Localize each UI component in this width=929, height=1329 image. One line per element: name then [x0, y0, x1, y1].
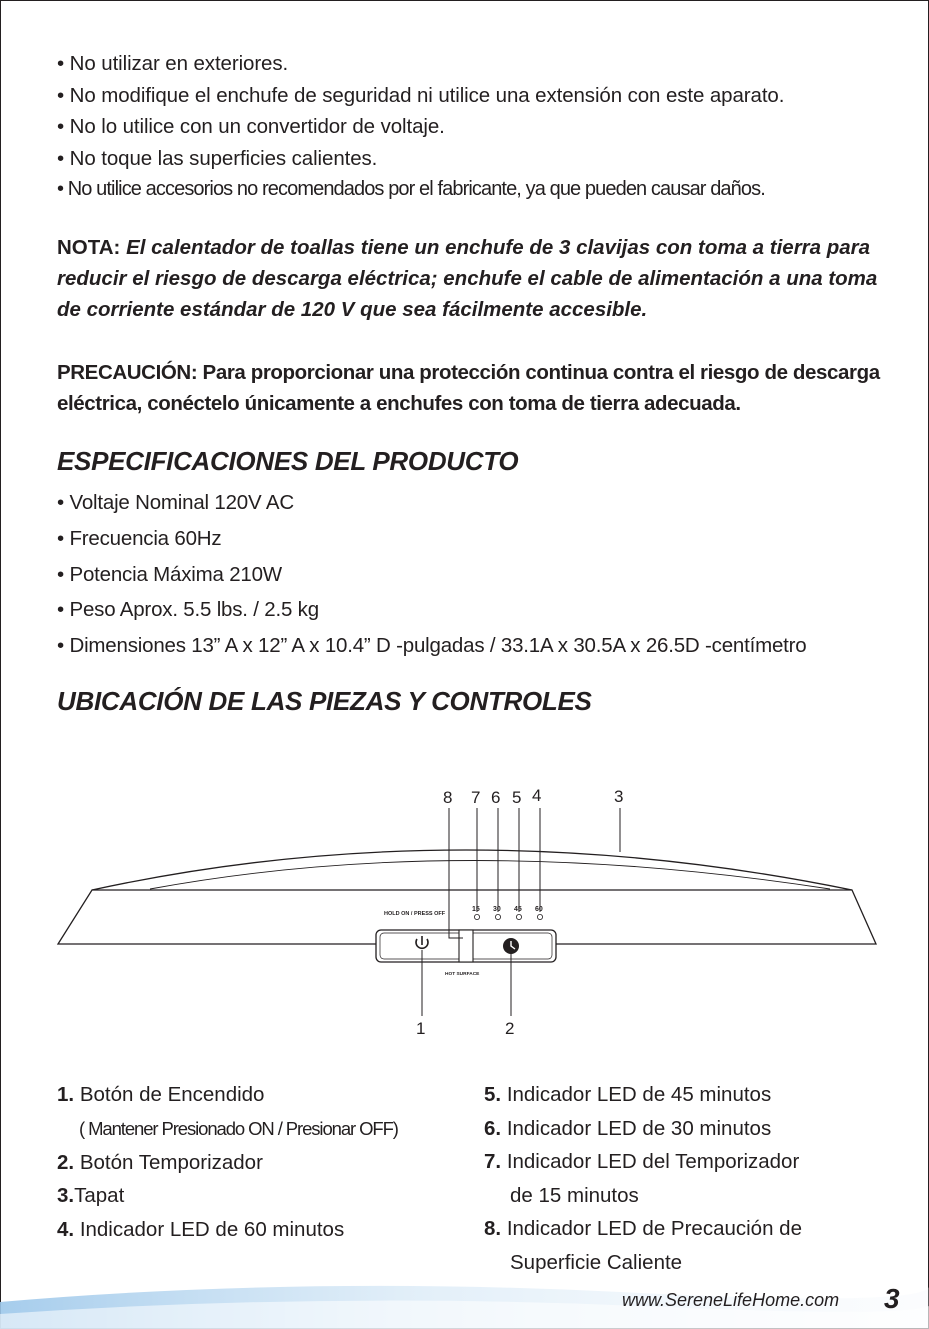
- spec-item: • Frecuencia 60Hz: [57, 526, 222, 550]
- legend-item: [484, 1145, 802, 1212]
- specs-heading: ESPECIFICACIONES DEL PRODUCTO: [57, 446, 519, 476]
- legend-item: [57, 1179, 398, 1213]
- legend-item: [57, 1078, 398, 1146]
- legend-number: 7.: [484, 1150, 502, 1173]
- legend-number: 8.: [484, 1217, 502, 1240]
- lid-outline: [92, 850, 852, 890]
- footer-url: www.SereneLifeHome.com: [622, 1290, 840, 1310]
- legend-text: Tapat: [74, 1184, 125, 1207]
- callout-7: 7: [471, 788, 481, 807]
- spec-item: • Voltaje Nominal 120V AC: [57, 491, 294, 514]
- legend-text: Botón de Encendido: [79, 1083, 265, 1106]
- callout-2: 2: [505, 1019, 515, 1038]
- spec-item: • Potencia Máxima 210W: [57, 562, 282, 586]
- legend-text: Indicador LED de 60 minutos: [79, 1217, 345, 1241]
- legend-number: 1.: [57, 1083, 75, 1106]
- legend-text: Indicador LED del Temporizador: [506, 1150, 800, 1173]
- callout-4: 4: [532, 786, 542, 805]
- safety-bullet: • No utilizar en exteriores.: [57, 52, 289, 75]
- parts-heading: UBICACIÓN DE LAS PIEZAS Y CONTROLES: [57, 686, 592, 716]
- spec-item: • Dimensiones 13” A x 12” A x 10.4” D -pulgadas / 33.1A x 30.5A x 26.5D -centímetro: [57, 634, 807, 658]
- legend-subtext: ( Mantener Presionado ON / Presionar OFF): [79, 1117, 398, 1139]
- legend-text: Indicador LED de 30 minutos: [506, 1116, 772, 1140]
- led-45: [516, 914, 521, 919]
- caution-paragraph: [57, 357, 897, 419]
- legend-number: 4.: [57, 1217, 75, 1241]
- callout-8: 8: [443, 788, 453, 807]
- led-label-15: 15: [472, 906, 480, 913]
- led-label-60: 60: [535, 906, 543, 913]
- legend-continuation: Superficie Caliente: [510, 1250, 683, 1274]
- page-number: 3: [884, 1283, 900, 1314]
- legend-number: 2.: [57, 1150, 75, 1174]
- safety-bullet: • No toque las superficies calientes.: [57, 146, 378, 170]
- legend-item: [57, 1213, 398, 1247]
- note-label: NOTA:: [57, 236, 121, 259]
- panel-hold-text: HOLD ON / PRESS OFF: [384, 911, 446, 917]
- towel-warmer-diagram: [0, 770, 929, 1050]
- specs-list: [57, 485, 917, 664]
- safety-bullet: • No utilice accesorios no recomendados por el fabricante, ya que pueden causar daños.: [57, 178, 765, 200]
- legend-item: [484, 1078, 802, 1112]
- legend-item: [484, 1112, 802, 1146]
- clock-icon: [503, 938, 519, 954]
- led-60: [537, 914, 542, 919]
- legend-text: Botón Temporizador: [79, 1150, 263, 1174]
- callout-6: 6: [491, 788, 501, 807]
- safety-bullet: • No lo utilice con un convertidor de voltaje.: [57, 115, 445, 138]
- lid-inner-line: [150, 861, 830, 890]
- legend-item: [57, 1146, 398, 1180]
- panel-hot-surface-text: HOT SURFACE: [445, 972, 480, 977]
- led-label-30: 30: [493, 906, 501, 913]
- caution-label: PRECAUCIÓN:: [57, 361, 198, 384]
- safety-bullet: • No modifique el enchufe de seguridad ni utilice una extensión con este aparato.: [57, 83, 785, 107]
- led-label-45: 45: [514, 906, 522, 913]
- parts-legend-right: [484, 1078, 802, 1279]
- spec-item: • Peso Aprox. 5.5 lbs. / 2.5 kg: [57, 598, 319, 622]
- caution-text: Para proporcionar una protección continua contra el riesgo de descarga eléctrica, conéctelo únicamente a enchufes con toma de tierra adecuada.: [57, 361, 880, 415]
- parts-legend-left: [57, 1078, 398, 1246]
- legend-text: Indicador LED de 45 minutos: [506, 1083, 772, 1106]
- hot-surface-indicator: [459, 930, 473, 962]
- note-paragraph: [57, 232, 897, 325]
- callout-3: 3: [614, 787, 624, 806]
- legend-text: Indicador LED de Precaución de: [506, 1217, 802, 1240]
- legend-number: 6.: [484, 1116, 502, 1140]
- safety-bullet-list: [57, 48, 897, 206]
- note-text: El calentador de toallas tiene un enchufe de 3 clavijas con toma a tierra para reducir el riesgo de descarga eléctrica; enchufe el cable de alimentación a una toma de corriente estándar de 120 V que sea fácilmente accesible.: [57, 236, 878, 321]
- legend-number: 5.: [484, 1083, 502, 1106]
- legend-continuation: de 15 minutos: [510, 1183, 639, 1207]
- legend-number: 3.: [57, 1184, 75, 1207]
- callout-1: 1: [416, 1019, 426, 1038]
- led-15: [474, 914, 479, 919]
- led-30: [495, 914, 500, 919]
- callout-5: 5: [512, 788, 522, 807]
